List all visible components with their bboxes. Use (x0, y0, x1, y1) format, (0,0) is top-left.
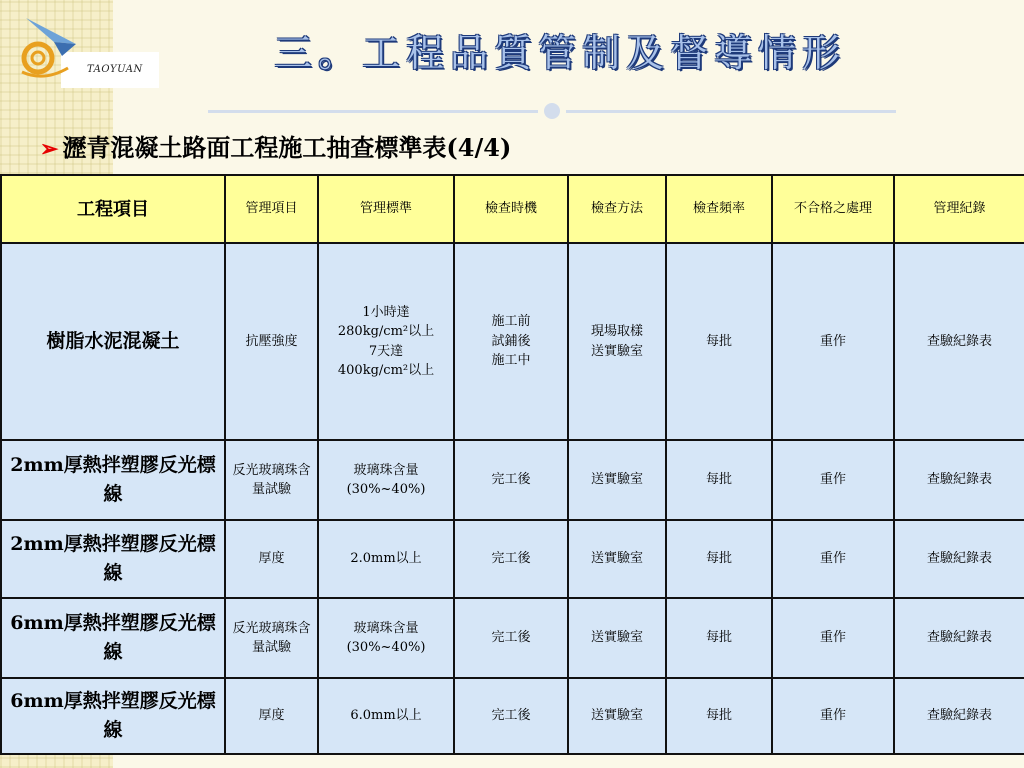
arrow-bullet-icon: ➢ (40, 136, 59, 162)
title-divider-dot (544, 103, 560, 119)
title-divider-left (208, 110, 538, 113)
standard-line: 7天達 (368, 343, 404, 359)
cell-item: 6mm厚熱拌塑膠反光標線 (1, 598, 225, 678)
cell-item: 2mm厚熱拌塑膠反光標線 (1, 520, 225, 598)
col-header: 工程項目 (1, 175, 225, 243)
inspection-standard-table (0, 174, 1024, 755)
cell-frequency: 每批 (666, 440, 772, 520)
cell-standard (318, 243, 454, 440)
standard-line: 玻璃珠含量 (353, 462, 419, 478)
cell-record: 查驗紀錄表 (894, 520, 1024, 598)
table-row (1, 598, 1024, 678)
cell-timing: 完工後 (454, 598, 568, 678)
col-header: 管理標準 (318, 175, 454, 243)
table-row (1, 440, 1024, 520)
cell-method: 送實驗室 (568, 678, 666, 754)
cell-standard (318, 440, 454, 520)
cell-timing (454, 243, 568, 440)
col-header: 檢查頻率 (666, 175, 772, 243)
col-header: 管理紀錄 (894, 175, 1024, 243)
cell-item: 6mm厚熱拌塑膠反光標線 (1, 678, 225, 754)
cell-standard: 2.0mm以上 (318, 520, 454, 598)
col-header: 檢查時機 (454, 175, 568, 243)
standard-line: 玻璃珠含量 (353, 620, 419, 636)
cell-method: 送實驗室 (568, 440, 666, 520)
cell-record: 查驗紀錄表 (894, 243, 1024, 440)
standard-line: 280kg/cm²以上 (337, 324, 435, 339)
cell-timing: 完工後 (454, 678, 568, 754)
cell-nonconformance: 重作 (772, 243, 894, 440)
standard-line: 400kg/cm²以上 (337, 363, 435, 378)
table-header-row (1, 175, 1024, 243)
cell-record: 查驗紀錄表 (894, 678, 1024, 754)
cell-mgmt-item: 反光玻璃珠含量試驗 (225, 598, 318, 678)
col-header: 檢查方法 (568, 175, 666, 243)
cell-mgmt-item: 厚度 (225, 678, 318, 754)
page-title: 三。工程品質管制及督導情形 (273, 31, 846, 75)
standard-line: 1小時達 (362, 304, 410, 320)
timing-line: 試鋪後 (491, 333, 531, 349)
cell-timing: 完工後 (454, 520, 568, 598)
cell-nonconformance: 重作 (772, 678, 894, 754)
cell-method: 送實驗室 (568, 598, 666, 678)
cell-nonconformance: 重作 (772, 598, 894, 678)
cell-nonconformance: 重作 (772, 520, 894, 598)
table-row (1, 520, 1024, 598)
cell-timing: 完工後 (454, 440, 568, 520)
table-heading (40, 128, 511, 163)
table-row (1, 678, 1024, 754)
cell-nonconformance: 重作 (772, 440, 894, 520)
cell-method: 送實驗室 (568, 520, 666, 598)
cell-mgmt-item: 抗壓強度 (225, 243, 318, 440)
cell-standard (318, 598, 454, 678)
col-header: 不合格之處理 (772, 175, 894, 243)
cell-record: 查驗紀錄表 (894, 440, 1024, 520)
timing-line: 施工前 (491, 314, 531, 330)
logo-text: TAOYUAN (87, 64, 143, 75)
table-heading-text: 瀝青混凝土路面工程施工抽查標準表(4/4) (62, 133, 512, 162)
cell-frequency: 每批 (666, 243, 772, 440)
standard-line: (30%~40%) (346, 482, 426, 497)
standard-line: (30%~40%) (346, 640, 426, 655)
method-line: 現場取樣 (590, 324, 643, 339)
cell-frequency: 每批 (666, 520, 772, 598)
cell-mgmt-item: 反光玻璃珠含量試驗 (225, 440, 318, 520)
cell-frequency: 每批 (666, 678, 772, 754)
taoyuan-logo (14, 12, 146, 82)
table-row (1, 243, 1024, 440)
col-header: 管理項目 (225, 175, 318, 243)
method-line: 送實驗室 (590, 343, 643, 359)
timing-line: 施工中 (491, 353, 531, 369)
cell-mgmt-item: 厚度 (225, 520, 318, 598)
cell-standard: 6.0mm以上 (318, 678, 454, 754)
cell-method (568, 243, 666, 440)
cell-item: 2mm厚熱拌塑膠反光標線 (1, 440, 225, 520)
title-divider-right (566, 110, 896, 113)
cell-frequency: 每批 (666, 598, 772, 678)
cell-item: 樹脂水泥混凝土 (1, 243, 225, 440)
cell-record: 查驗紀錄表 (894, 598, 1024, 678)
